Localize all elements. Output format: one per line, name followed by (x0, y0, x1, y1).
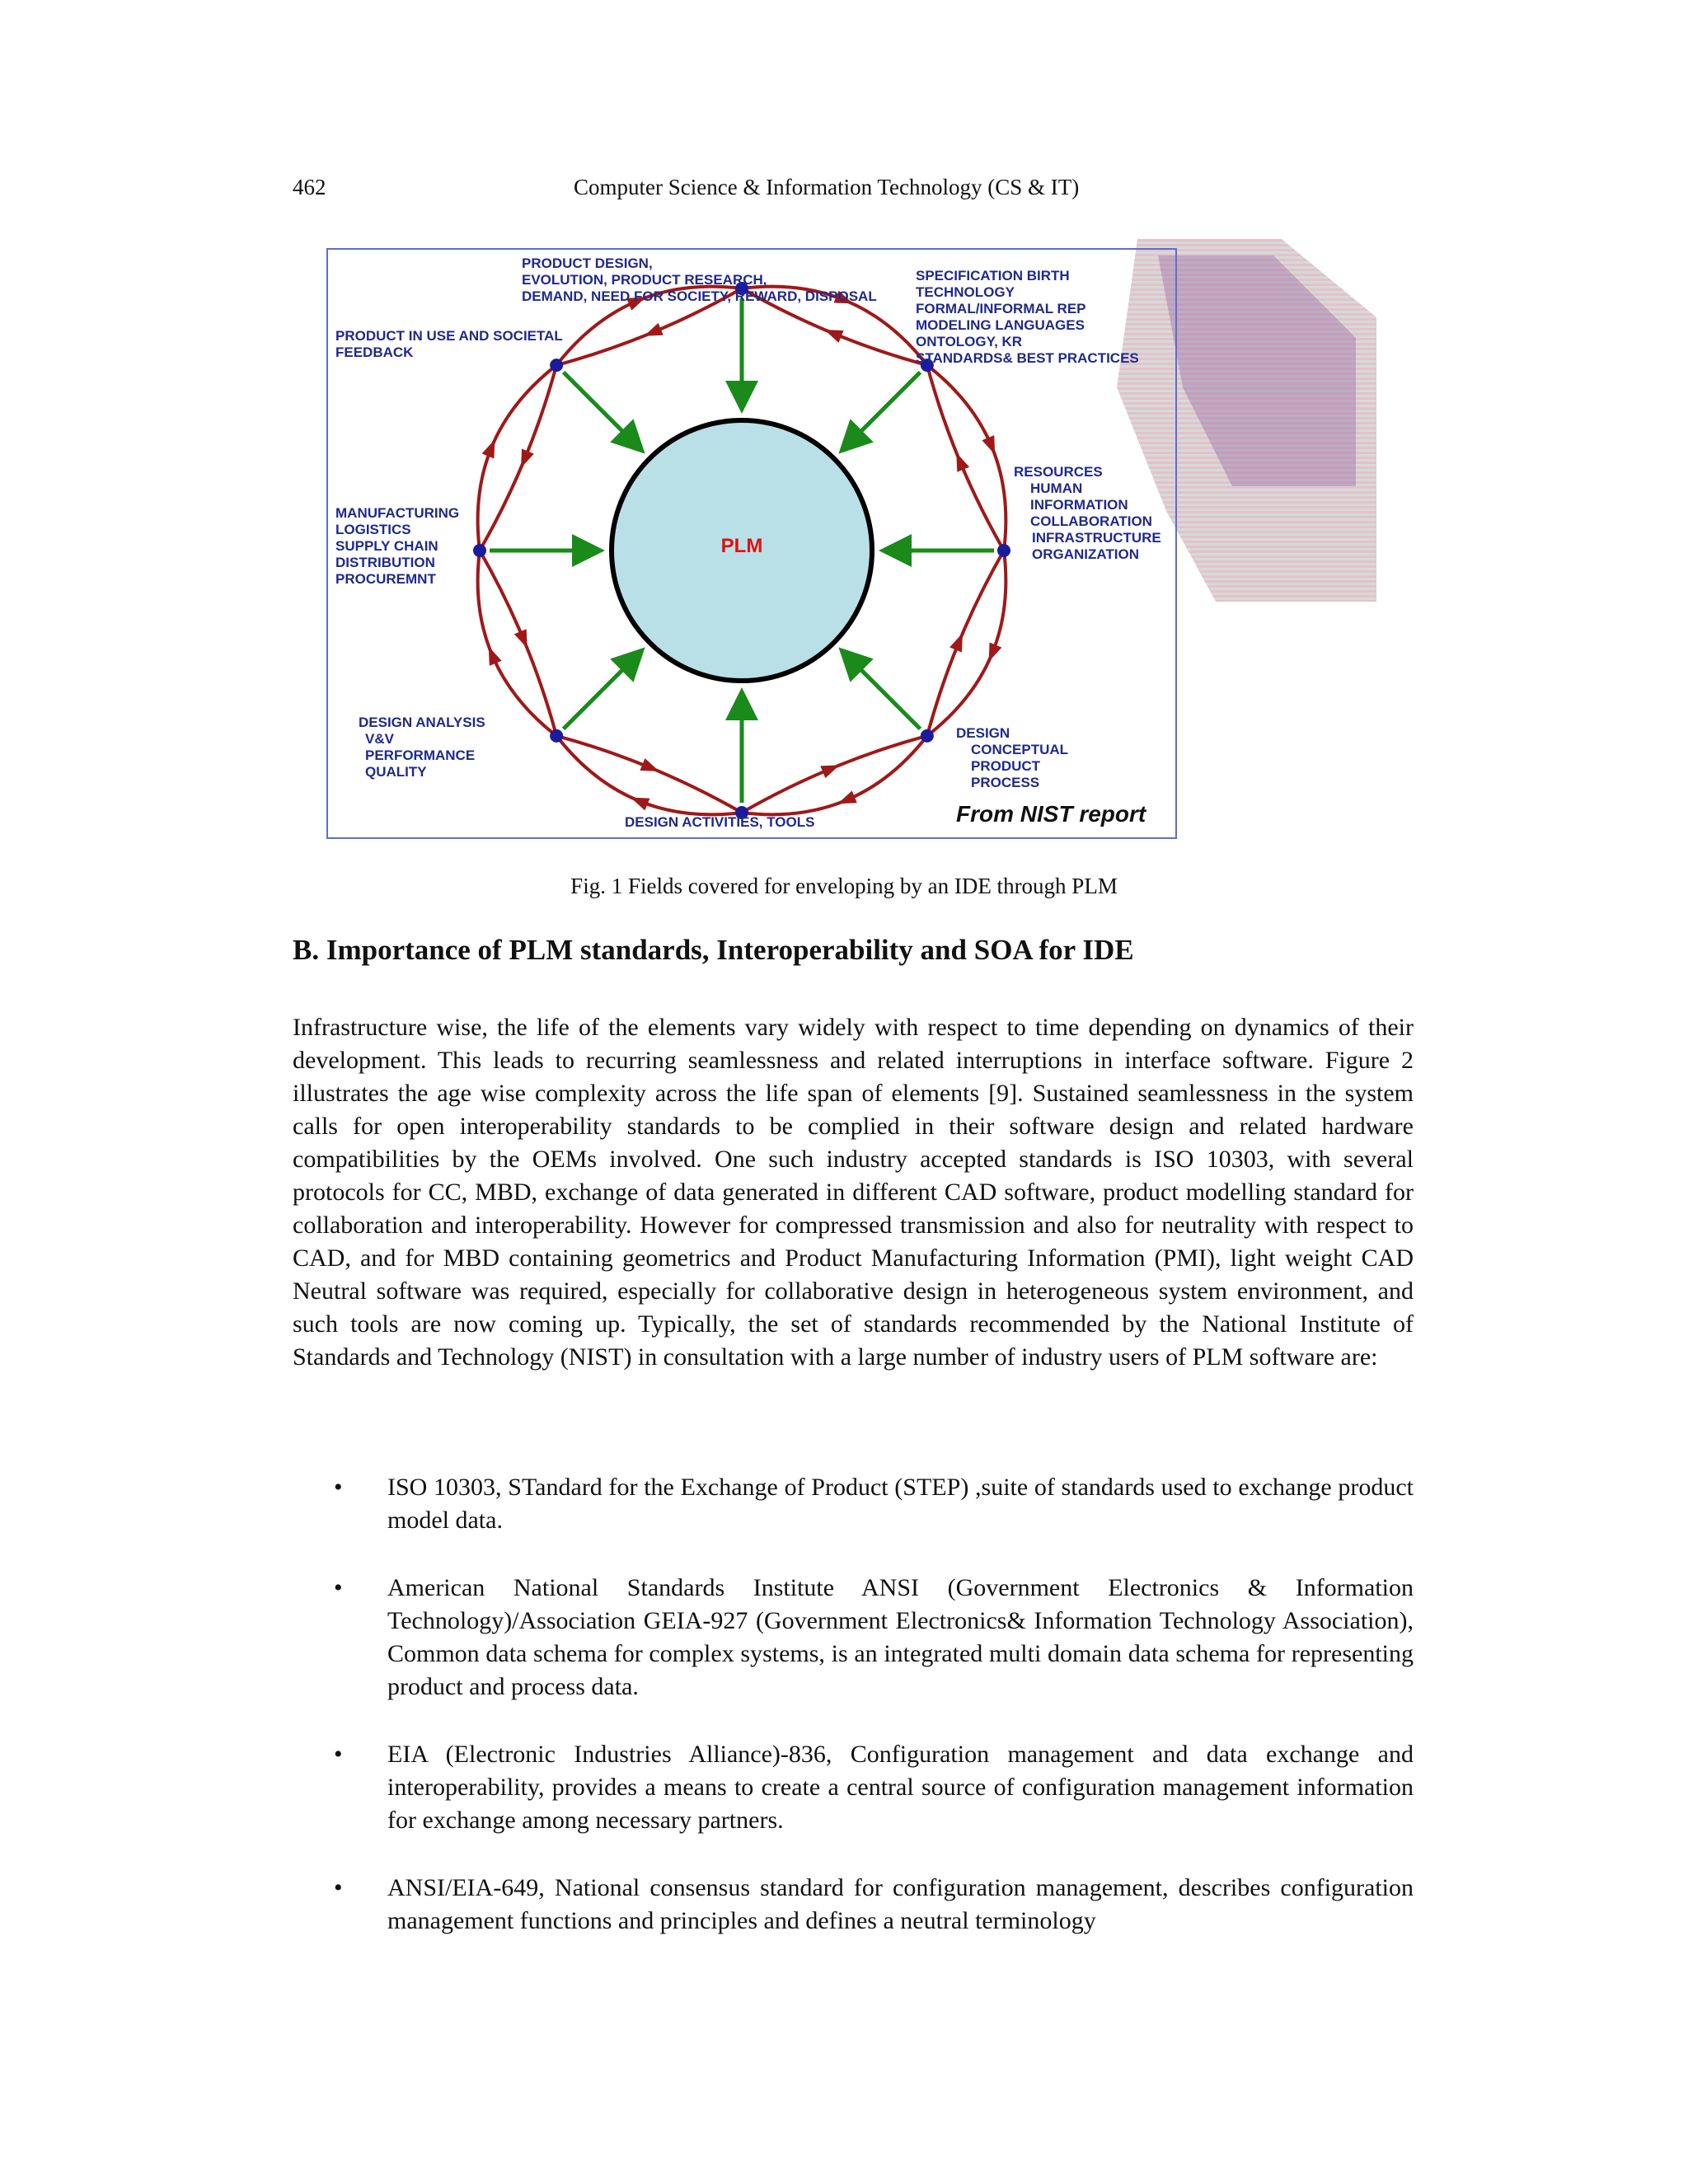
ring-arrowhead (822, 324, 843, 343)
background-artifact (1117, 239, 1376, 602)
ring-arrowhead (982, 435, 1001, 457)
body-paragraph: Infrastructure wise, the life of the elements vary widely with respect to time depending on dynamics of their development. This leads to recurring seamlessness and related interruptions in interface software. Figure 2 illustrates the age wise complexity across the life span of elements [9]. Sustained seamlessness in the system calls for open interoperability standards to be complied in their software design and related hardware compatibilities by the OEMs involved. One such industry accepted standards is ISO 10303, with several protocols for CC, MBD, exchange of data generated in different CAD software, product modelling standard for collaboration and interoperability. However for compressed transmission and also for neutrality with respect to CAD, and for MBD containing geometrics and Product Manufacturing Information (PMI), light weight CAD Neutral software was required, especially for collaborative design in heterogeneous system environment, and such tools are now coming up. Typically, the set of standards recommended by the National Institute of Standards and Technology (NIST) in consultation with a large number of industry users of PLM software are: (293, 1014, 1414, 1371)
ring-arrowhead (982, 643, 1001, 664)
plm-label: PLM (720, 535, 763, 557)
spoke-arrow-bottom-left (564, 653, 640, 729)
ring-arrowhead (950, 630, 968, 652)
label-right: RESOURCES HUMAN INFORMATION COLLABORATION INFRASTRUCTURE ORGANIZATION (1014, 464, 1161, 562)
label-bottom-right: DESIGN CONCEPTUAL PRODUCT PROCESS (956, 725, 1069, 790)
bullet-icon: • (334, 1874, 343, 1901)
ring-arrowhead (515, 448, 534, 470)
ring-arc-inner (742, 736, 927, 813)
ring-arrowhead (641, 323, 663, 342)
ring-arrowhead (950, 450, 969, 471)
ring-arc-outer (478, 551, 556, 736)
bullet-icon: • (334, 1474, 343, 1501)
bullet-icon: • (334, 1741, 343, 1768)
node-dot-right (997, 544, 1010, 557)
node-dot-bottom-right (921, 729, 934, 743)
ring-arrowhead (482, 644, 501, 665)
spoke-arrow-top-right (844, 373, 920, 448)
ring-arc-inner (556, 736, 742, 813)
ring-arc-outer (927, 365, 1006, 551)
spoke-arrow-top-left (564, 373, 640, 448)
ring-arrowhead (835, 790, 856, 809)
label-bottom-left: DESIGN ANALYSIS V&V PERFORMANCE QUALITY (359, 715, 485, 780)
label-left: MANUFACTURING LOGISTICS SUPPLY CHAIN DISTRIBUTION PROCUREMNT (335, 505, 460, 587)
ring-arc-outer (556, 736, 742, 814)
list-item: • ISO 10303, STandard for the Exchange of Product (STEP) ,suite of standards used to exchange product model data. (293, 1471, 1414, 1537)
node-dot-top-left (550, 359, 563, 372)
ring-arrowhead (640, 758, 661, 777)
ring-arrowhead (820, 759, 842, 778)
ring-arc-inner (927, 551, 1004, 736)
list-item: • EIA (Electronic Industries Alliance)-836, Configuration management and data exchange and interoperability, provides a means to create a central source of configuration management information for exchange among necessary partners. (293, 1738, 1414, 1837)
ring-arc-outer (927, 551, 1006, 736)
ring-arc-inner (927, 365, 1004, 551)
label-top: PRODUCT DESIGN, EVOLUTION, PRODUCT RESEARCH, DEMAND, NEED FOR SOCIETY, REWARD, DISPOSAL (522, 255, 877, 304)
label-top-right: SPECIFICATION BIRTH TECHNOLOGY FORMAL/INFORMAL REP MODELING LANGUAGES ONTOLOGY, KR STANDARDS& BEST PRACTICES (916, 268, 1139, 366)
ring-arrowhead (514, 629, 533, 650)
list-item: • American National Standards Institute ANSI (Government Electronics & Information Technology)/Association GEIA-927 (Government Electronics& Information Technology Association), Common data schema for complex systems, is an integrated multi domain data schema for representing product and process data. (293, 1572, 1414, 1704)
ring-arrowhead (482, 437, 501, 458)
running-header: Computer Science & Information Technology (CS & IT) (574, 175, 1080, 199)
ring-arrowhead (628, 791, 649, 810)
section-heading: B. Importance of PLM standards, Interoperability and SOA for IDE (293, 934, 1134, 966)
bullet-icon: • (334, 1574, 343, 1601)
plm-diagram (326, 239, 1397, 894)
list-item: • ANSI/EIA-649, National consensus standard for configuration management, describes configuration management functions and principles and defines a neutral terminology (293, 1872, 1414, 1938)
source-label: From NIST report (956, 801, 1146, 827)
node-dot-left (473, 544, 486, 557)
ring-arc-inner (480, 551, 556, 736)
standards-list (293, 1471, 1414, 1972)
node-dot-bottom-left (550, 729, 563, 743)
figure-caption: Fig. 1 Fields covered for enveloping by an IDE through PLM (570, 874, 1118, 898)
label-top-left: PRODUCT IN USE AND SOCIETAL FEEDBACK (335, 328, 563, 360)
page-number: 462 (293, 175, 326, 199)
label-bottom: DESIGN ACTIVITIES, TOOLS (625, 814, 815, 830)
ring-arc-inner (480, 365, 556, 551)
ring-arc-outer (478, 365, 556, 551)
spoke-arrow-bottom-right (844, 653, 920, 729)
ring-arc-outer (742, 736, 927, 814)
